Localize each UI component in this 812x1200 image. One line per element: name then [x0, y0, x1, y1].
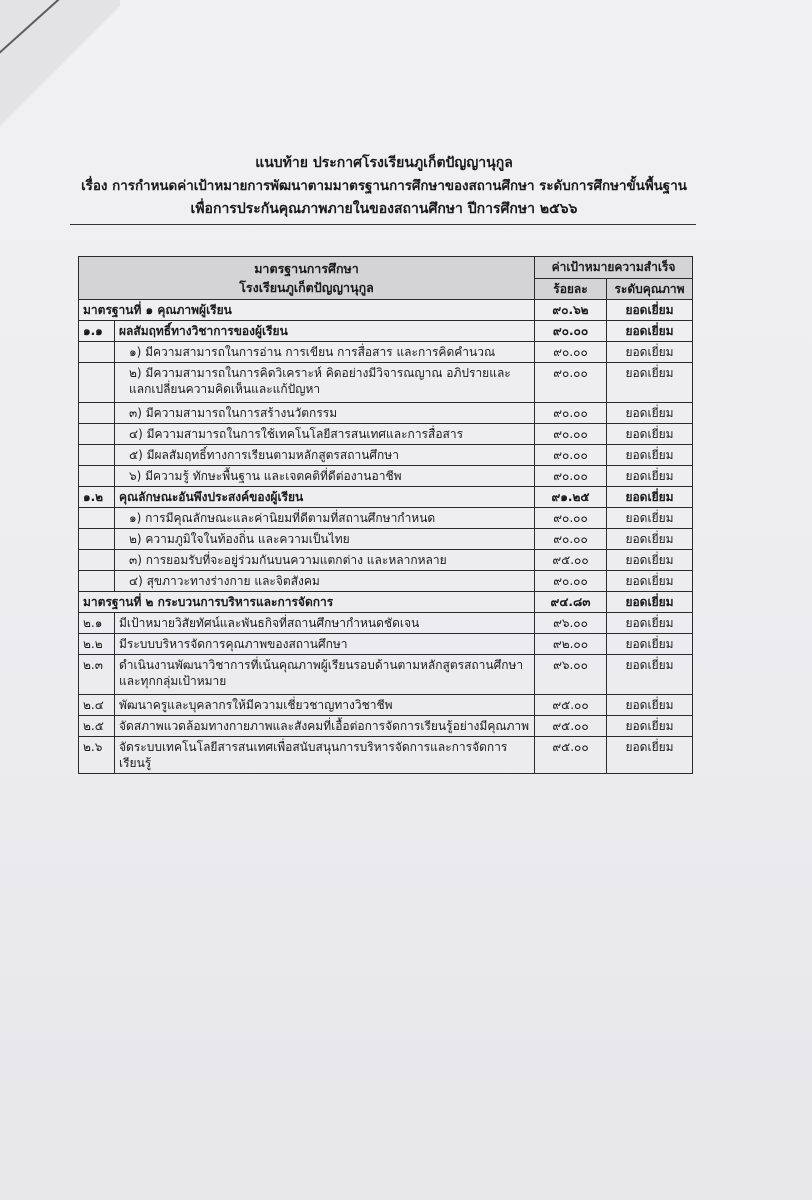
quality-level: ยอดเยี่ยม — [607, 592, 693, 613]
target-percent: ๙๔.๘๓ — [535, 592, 607, 613]
indicator-label: ดำเนินงานพัฒนาวิชาการที่เน้นคุณภาพผู้เรียนรอบด้านตามหลักสูตรสถานศึกษาและทุกกลุ่มเป้าหมาย — [115, 655, 535, 695]
target-percent: ๙๐.๐๐ — [535, 466, 607, 487]
target-header-cell — [535, 257, 693, 279]
table-row — [79, 550, 693, 571]
quality-level: ยอดเยี่ยม — [607, 529, 693, 550]
table-row — [79, 634, 693, 655]
group-label: ผลสัมฤทธิ์ทางวิชาการของผู้เรียน — [115, 321, 535, 342]
header-line-2: เรื่อง การกำหนดค่าเป้าหมายการพัฒนาตามมาตรฐานการศึกษาของสถานศึกษา ระดับการศึกษาขั้นพื้นฐาน — [81, 179, 687, 194]
target-percent: ๙๐.๐๐ — [535, 508, 607, 529]
table-row — [79, 445, 693, 466]
table-row — [79, 737, 693, 774]
standards-table — [78, 256, 693, 774]
row-code-blank — [79, 445, 115, 466]
indicator-label: มีเป้าหมายวิสัยทัศน์และพันธกิจที่สถานศึกษากำหนดชัดเจน — [115, 613, 535, 634]
table-row — [79, 571, 693, 592]
standard-header-cell — [79, 257, 535, 300]
group-label: คุณลักษณะอันพึงประสงค์ของผู้เรียน — [115, 487, 535, 508]
target-percent: ๙๐.๐๐ — [535, 529, 607, 550]
quality-level: ยอดเยี่ยม — [607, 655, 693, 695]
table-row — [79, 508, 693, 529]
school-name: โรงเรียนภูเก็ตปัญญานุกูล — [239, 280, 374, 295]
target-percent: ๙๕.๐๐ — [535, 716, 607, 737]
quality-level: ยอดเยี่ยม — [607, 634, 693, 655]
target-percent: ๙๐.๐๐ — [535, 342, 607, 363]
indicator-label: มีระบบบริหารจัดการคุณภาพของสถานศึกษา — [115, 634, 535, 655]
quality-level: ยอดเยี่ยม — [607, 695, 693, 716]
header-underline — [70, 224, 696, 225]
target-percent: ๙๐.๐๐ — [535, 445, 607, 466]
quality-level: ยอดเยี่ยม — [607, 342, 693, 363]
target-percent: ๙๕.๐๐ — [535, 737, 607, 774]
level-header-cell — [607, 278, 693, 300]
table-row — [79, 424, 693, 445]
row-code-blank — [79, 466, 115, 487]
row-code: ๒.๖ — [79, 737, 115, 774]
target-percent: ๙๕.๐๐ — [535, 550, 607, 571]
row-code-blank — [79, 508, 115, 529]
indicator-label: จัดสภาพแวดล้อมทางกายภาพและสังคมที่เอื้อต่อการจัดการเรียนรู้อย่างมีคุณภาพ — [115, 716, 535, 737]
row-code-blank — [79, 363, 115, 403]
standard-title: มาตรฐานการศึกษา — [254, 261, 359, 276]
quality-level: ยอดเยี่ยม — [607, 466, 693, 487]
target-percent: ๙๐.๐๐ — [535, 571, 607, 592]
percent-header: ร้อยละ — [553, 281, 588, 296]
header-line-1: แนบท้าย ประกาศโรงเรียนภูเก็ตปัญญานุกูล — [255, 155, 513, 171]
quality-level: ยอดเยี่ยม — [607, 445, 693, 466]
target-percent: ๙๐.๐๐ — [535, 424, 607, 445]
table-row — [79, 403, 693, 424]
row-code: ๒.๔ — [79, 695, 115, 716]
row-code-blank — [79, 571, 115, 592]
target-percent: ๙๖.๐๐ — [535, 613, 607, 634]
header-line-3: เพื่อการประกันคุณภาพภายในของสถานศึกษา ปีการศึกษา ๒๕๖๖ — [190, 201, 578, 217]
table-row — [79, 342, 693, 363]
table-row — [79, 363, 693, 403]
indicator-label: จัดระบบเทคโนโลยีสารสนเทศเพื่อสนับสนุนการบริหารจัดการและการจัดการเรียนรู้ — [115, 737, 535, 774]
document-header — [70, 152, 698, 221]
quality-level: ยอดเยี่ยม — [607, 613, 693, 634]
indicator-label: ๕) มีผลสัมฤทธิ์ทางการเรียนตามหลักสูตรสถานศึกษา — [115, 445, 535, 466]
table-row — [79, 321, 693, 342]
indicator-label: ๓) มีความสามารถในการสร้างนวัตกรรม — [115, 403, 535, 424]
indicator-label: พัฒนาครูและบุคลากรให้มีความเชี่ยวชาญทางวิชาชีพ — [115, 695, 535, 716]
level-header: ระดับคุณภาพ — [614, 281, 685, 296]
target-percent: ๙๖.๐๐ — [535, 655, 607, 695]
table-row — [79, 695, 693, 716]
percent-header-cell — [535, 278, 607, 300]
quality-level: ยอดเยี่ยม — [607, 716, 693, 737]
quality-level: ยอดเยี่ยม — [607, 363, 693, 403]
quality-level: ยอดเยี่ยม — [607, 424, 693, 445]
quality-level: ยอดเยี่ยม — [607, 487, 693, 508]
row-code-blank — [79, 529, 115, 550]
row-code-blank — [79, 342, 115, 363]
target-percent: ๙๑.๒๕ — [535, 487, 607, 508]
table-row — [79, 716, 693, 737]
target-percent: ๙๐.๐๐ — [535, 403, 607, 424]
target-percent: ๙๐.๐๐ — [535, 321, 607, 342]
quality-level: ยอดเยี่ยม — [607, 508, 693, 529]
table-row — [79, 300, 693, 321]
indicator-label: ๒) มีความสามารถในการคิดวิเคราะห์ คิดอย่างมีวิจารณญาณ อภิปรายและแลกเปลี่ยนความคิดเห็นและแก้ปัญหา — [115, 363, 535, 403]
row-code: ๒.๓ — [79, 655, 115, 695]
table-row — [79, 487, 693, 508]
row-code: ๒.๒ — [79, 634, 115, 655]
quality-level: ยอดเยี่ยม — [607, 737, 693, 774]
row-code-blank — [79, 424, 115, 445]
indicator-label: ๓) การยอมรับที่จะอยู่ร่วมกันบนความแตกต่าง และหลากหลาย — [115, 550, 535, 571]
indicator-label: ๔) สุขภาวะทางร่างกาย และจิตสังคม — [115, 571, 535, 592]
quality-level: ยอดเยี่ยม — [607, 300, 693, 321]
quality-level: ยอดเยี่ยม — [607, 571, 693, 592]
target-percent: ๙๐.๐๐ — [535, 363, 607, 403]
table-row — [79, 466, 693, 487]
table-row — [79, 613, 693, 634]
target-percent: ๙๒.๐๐ — [535, 634, 607, 655]
row-code: ๑.๑ — [79, 321, 115, 342]
quality-level: ยอดเยี่ยม — [607, 403, 693, 424]
indicator-label: ๑) การมีคุณลักษณะและค่านิยมที่ดีตามที่สถานศึกษากำหนด — [115, 508, 535, 529]
row-code-blank — [79, 403, 115, 424]
target-percent: ๙๕.๐๐ — [535, 695, 607, 716]
row-code: ๒.๑ — [79, 613, 115, 634]
indicator-label: ๖) มีความรู้ ทักษะพื้นฐาน และเจตคติที่ดีต่องานอาชีพ — [115, 466, 535, 487]
standard-label: มาตรฐานที่ ๑ คุณภาพผู้เรียน — [79, 300, 535, 321]
row-code: ๒.๕ — [79, 716, 115, 737]
target-title: ค่าเป้าหมายความสำเร็จ — [551, 260, 676, 274]
row-code-blank — [79, 550, 115, 571]
indicator-label: ๒) ความภูมิใจในท้องถิ่น และความเป็นไทย — [115, 529, 535, 550]
quality-level: ยอดเยี่ยม — [607, 321, 693, 342]
standard-label: มาตรฐานที่ ๒ กระบวนการบริหารและการจัดการ — [79, 592, 535, 613]
quality-level: ยอดเยี่ยม — [607, 550, 693, 571]
row-code: ๑.๒ — [79, 487, 115, 508]
target-percent: ๙๐.๖๒ — [535, 300, 607, 321]
table-row — [79, 655, 693, 695]
indicator-label: ๔) มีความสามารถในการใช้เทคโนโลยีสารสนเทศและการสื่อสาร — [115, 424, 535, 445]
table-row — [79, 529, 693, 550]
indicator-label: ๑) มีความสามารถในการอ่าน การเขียน การสื่อสาร และการคิดคำนวณ — [115, 342, 535, 363]
table-row — [79, 592, 693, 613]
standards-table-body — [79, 300, 693, 774]
page-corner-shadow — [0, 0, 120, 140]
